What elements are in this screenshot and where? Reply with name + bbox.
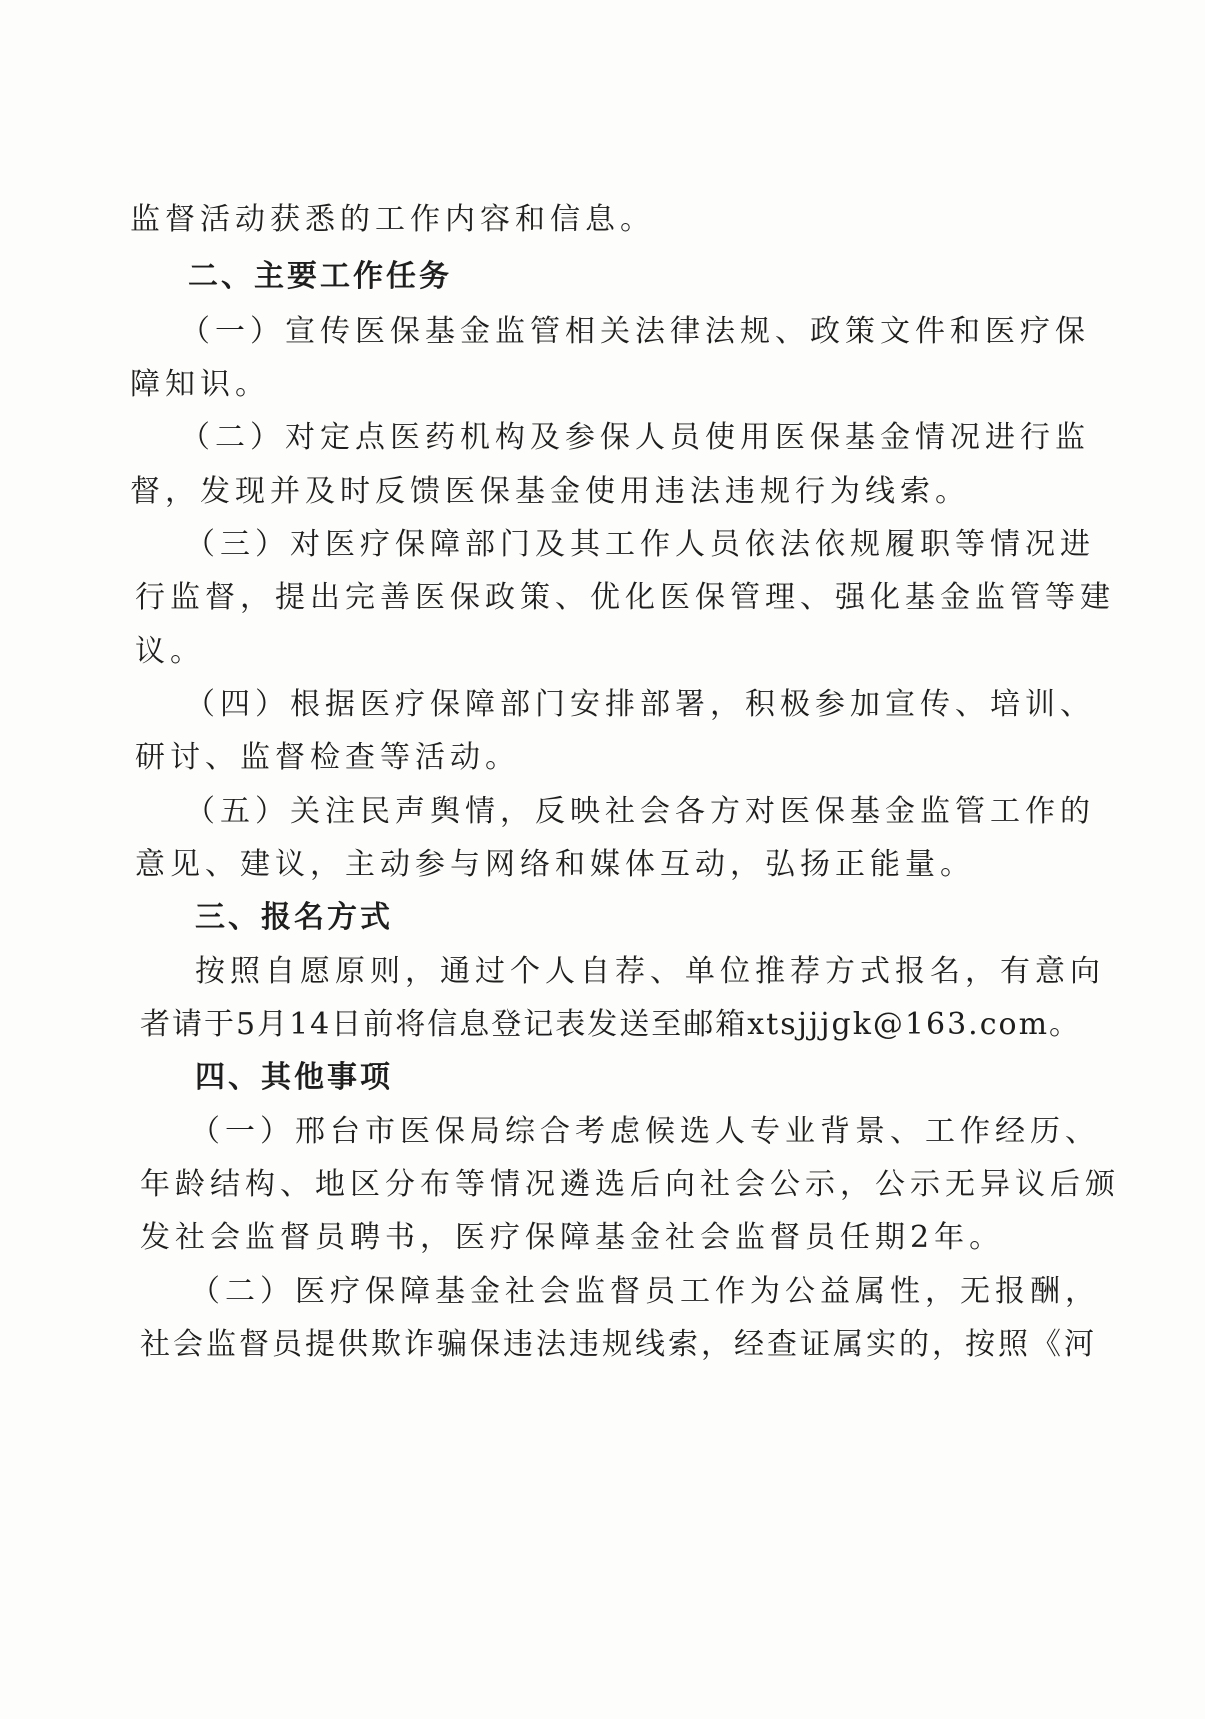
- section-heading-tasks: 二、主要工作任务: [188, 259, 452, 294]
- text-line: 按照自愿原则，通过个人自荐、单位推荐方式报名，有意向: [195, 954, 1105, 989]
- text-line: 研讨、监督检查等活动。: [135, 740, 520, 775]
- text-line: 年龄结构、地区分布等情况遴选后向社会公示，公示无异议后颁: [140, 1167, 1120, 1202]
- text-line: 监督活动获悉的工作内容和信息。: [130, 202, 655, 237]
- text-line: （三）对医疗保障部门及其工作人员依法依规履职等情况进: [185, 527, 1095, 562]
- text-line: 议。: [135, 634, 205, 669]
- text-line: 督，发现并及时反馈医保基金使用违法违规行为线索。: [130, 474, 970, 509]
- text-line: （五）关注民声舆情，反映社会各方对医保基金监管工作的: [185, 794, 1095, 829]
- text-line: 社会监督员提供欺诈骗保违法违规线索，经查证属实的，按照《河: [140, 1327, 1097, 1362]
- section-heading-registration: 三、报名方式: [195, 900, 393, 935]
- section-heading-other: 四、其他事项: [195, 1060, 393, 1095]
- text-line: （一）邢台市医保局综合考虑候选人专业背景、工作经历、: [190, 1114, 1100, 1149]
- text-line: （四）根据医疗保障部门安排部署，积极参加宣传、培训、: [185, 687, 1095, 722]
- text-line: 发社会监督员聘书，医疗保障基金社会监督员任期2年。: [140, 1220, 1005, 1255]
- text-line: （一）宣传医保基金监管相关法律法规、政策文件和医疗保: [180, 314, 1090, 349]
- text-line: 意见、建议，主动参与网络和媒体互动，弘扬正能量。: [135, 847, 975, 882]
- text-line: （二）医疗保障基金社会监督员工作为公益属性，无报酬，: [190, 1274, 1100, 1309]
- text-line-email: 者请于5月14日前将信息登记表发送至邮箱xtsjjjgk@163.com。: [140, 1007, 1082, 1042]
- text-line: （二）对定点医药机构及参保人员使用医保基金情况进行监: [180, 420, 1090, 455]
- text-line: 行监督，提出完善医保政策、优化医保管理、强化基金监管等建: [135, 580, 1115, 615]
- text-line: 障知识。: [130, 367, 270, 402]
